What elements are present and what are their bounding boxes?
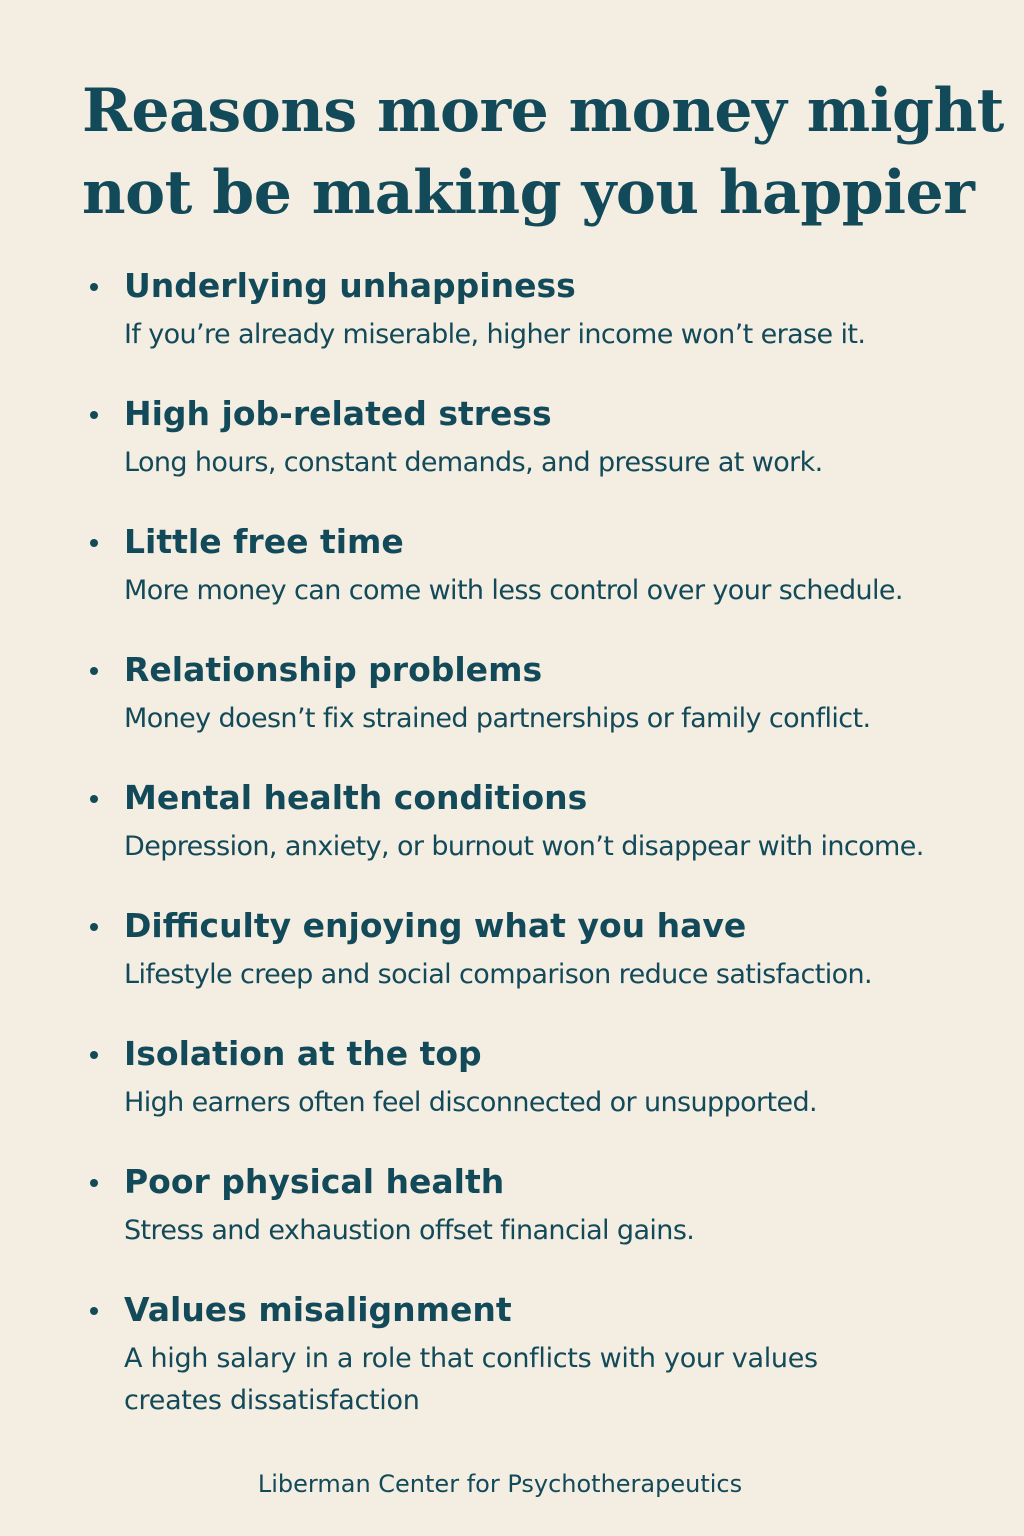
list-item (88, 902, 1008, 1030)
list-item (88, 646, 1008, 774)
reason-description: Money doesn’t fix strained partnerships or family conflict. (124, 703, 871, 734)
list-item (88, 390, 1008, 518)
reason-title: Isolation at the top (124, 1034, 482, 1073)
list-item (88, 262, 1008, 390)
reason-description: More money can come with less control over your schedule. (124, 575, 903, 606)
list-item (88, 774, 1008, 902)
page-title (82, 70, 1002, 234)
reason-title: Poor physical health (124, 1162, 505, 1201)
list-item (88, 1030, 1008, 1158)
bullet-icon (90, 923, 98, 931)
reason-title: High job-related stress (124, 394, 552, 433)
reason-description: Depression, anxiety, or burnout won’t disappear with income. (124, 831, 924, 862)
footer-attribution: Liberman Center for Psychotherapeutics (257, 1470, 743, 1498)
bullet-icon (90, 283, 98, 291)
list-item (88, 518, 1008, 646)
title-line-1: Reasons more money might (82, 76, 1004, 146)
reason-title: Little free time (124, 522, 404, 561)
bullet-icon (90, 795, 98, 803)
reason-description: Long hours, constant demands, and pressure at work. (124, 447, 823, 478)
reason-title: Values misalignment (124, 1290, 512, 1329)
reason-title: Relationship problems (124, 650, 543, 689)
list-item (88, 1158, 1008, 1286)
bullet-icon (90, 667, 98, 675)
reason-description: If you’re already miserable, higher income won’t erase it. (124, 319, 866, 350)
title-line-2: not be making you happier (82, 158, 975, 228)
reason-description: Lifestyle creep and social comparison reduce satisfaction. (124, 959, 873, 990)
reason-description: Stress and exhaustion offset financial gains. (124, 1215, 695, 1246)
bullet-icon (90, 1051, 98, 1059)
reason-title: Mental health conditions (124, 778, 588, 817)
bullet-icon (90, 1179, 98, 1187)
bullet-icon (90, 539, 98, 547)
reason-description: High earners often feel disconnected or unsupported. (124, 1087, 818, 1118)
reason-title: Difficulty enjoying what you have (124, 906, 747, 945)
bullet-icon (90, 411, 98, 419)
reason-title: Underlying unhappiness (124, 266, 576, 305)
list-item (88, 1286, 1008, 1422)
reason-description: A high salary in a role that conflicts with your values creates dissatisfaction (124, 1343, 818, 1416)
reasons-list (88, 262, 1008, 1422)
bullet-icon (90, 1307, 98, 1315)
